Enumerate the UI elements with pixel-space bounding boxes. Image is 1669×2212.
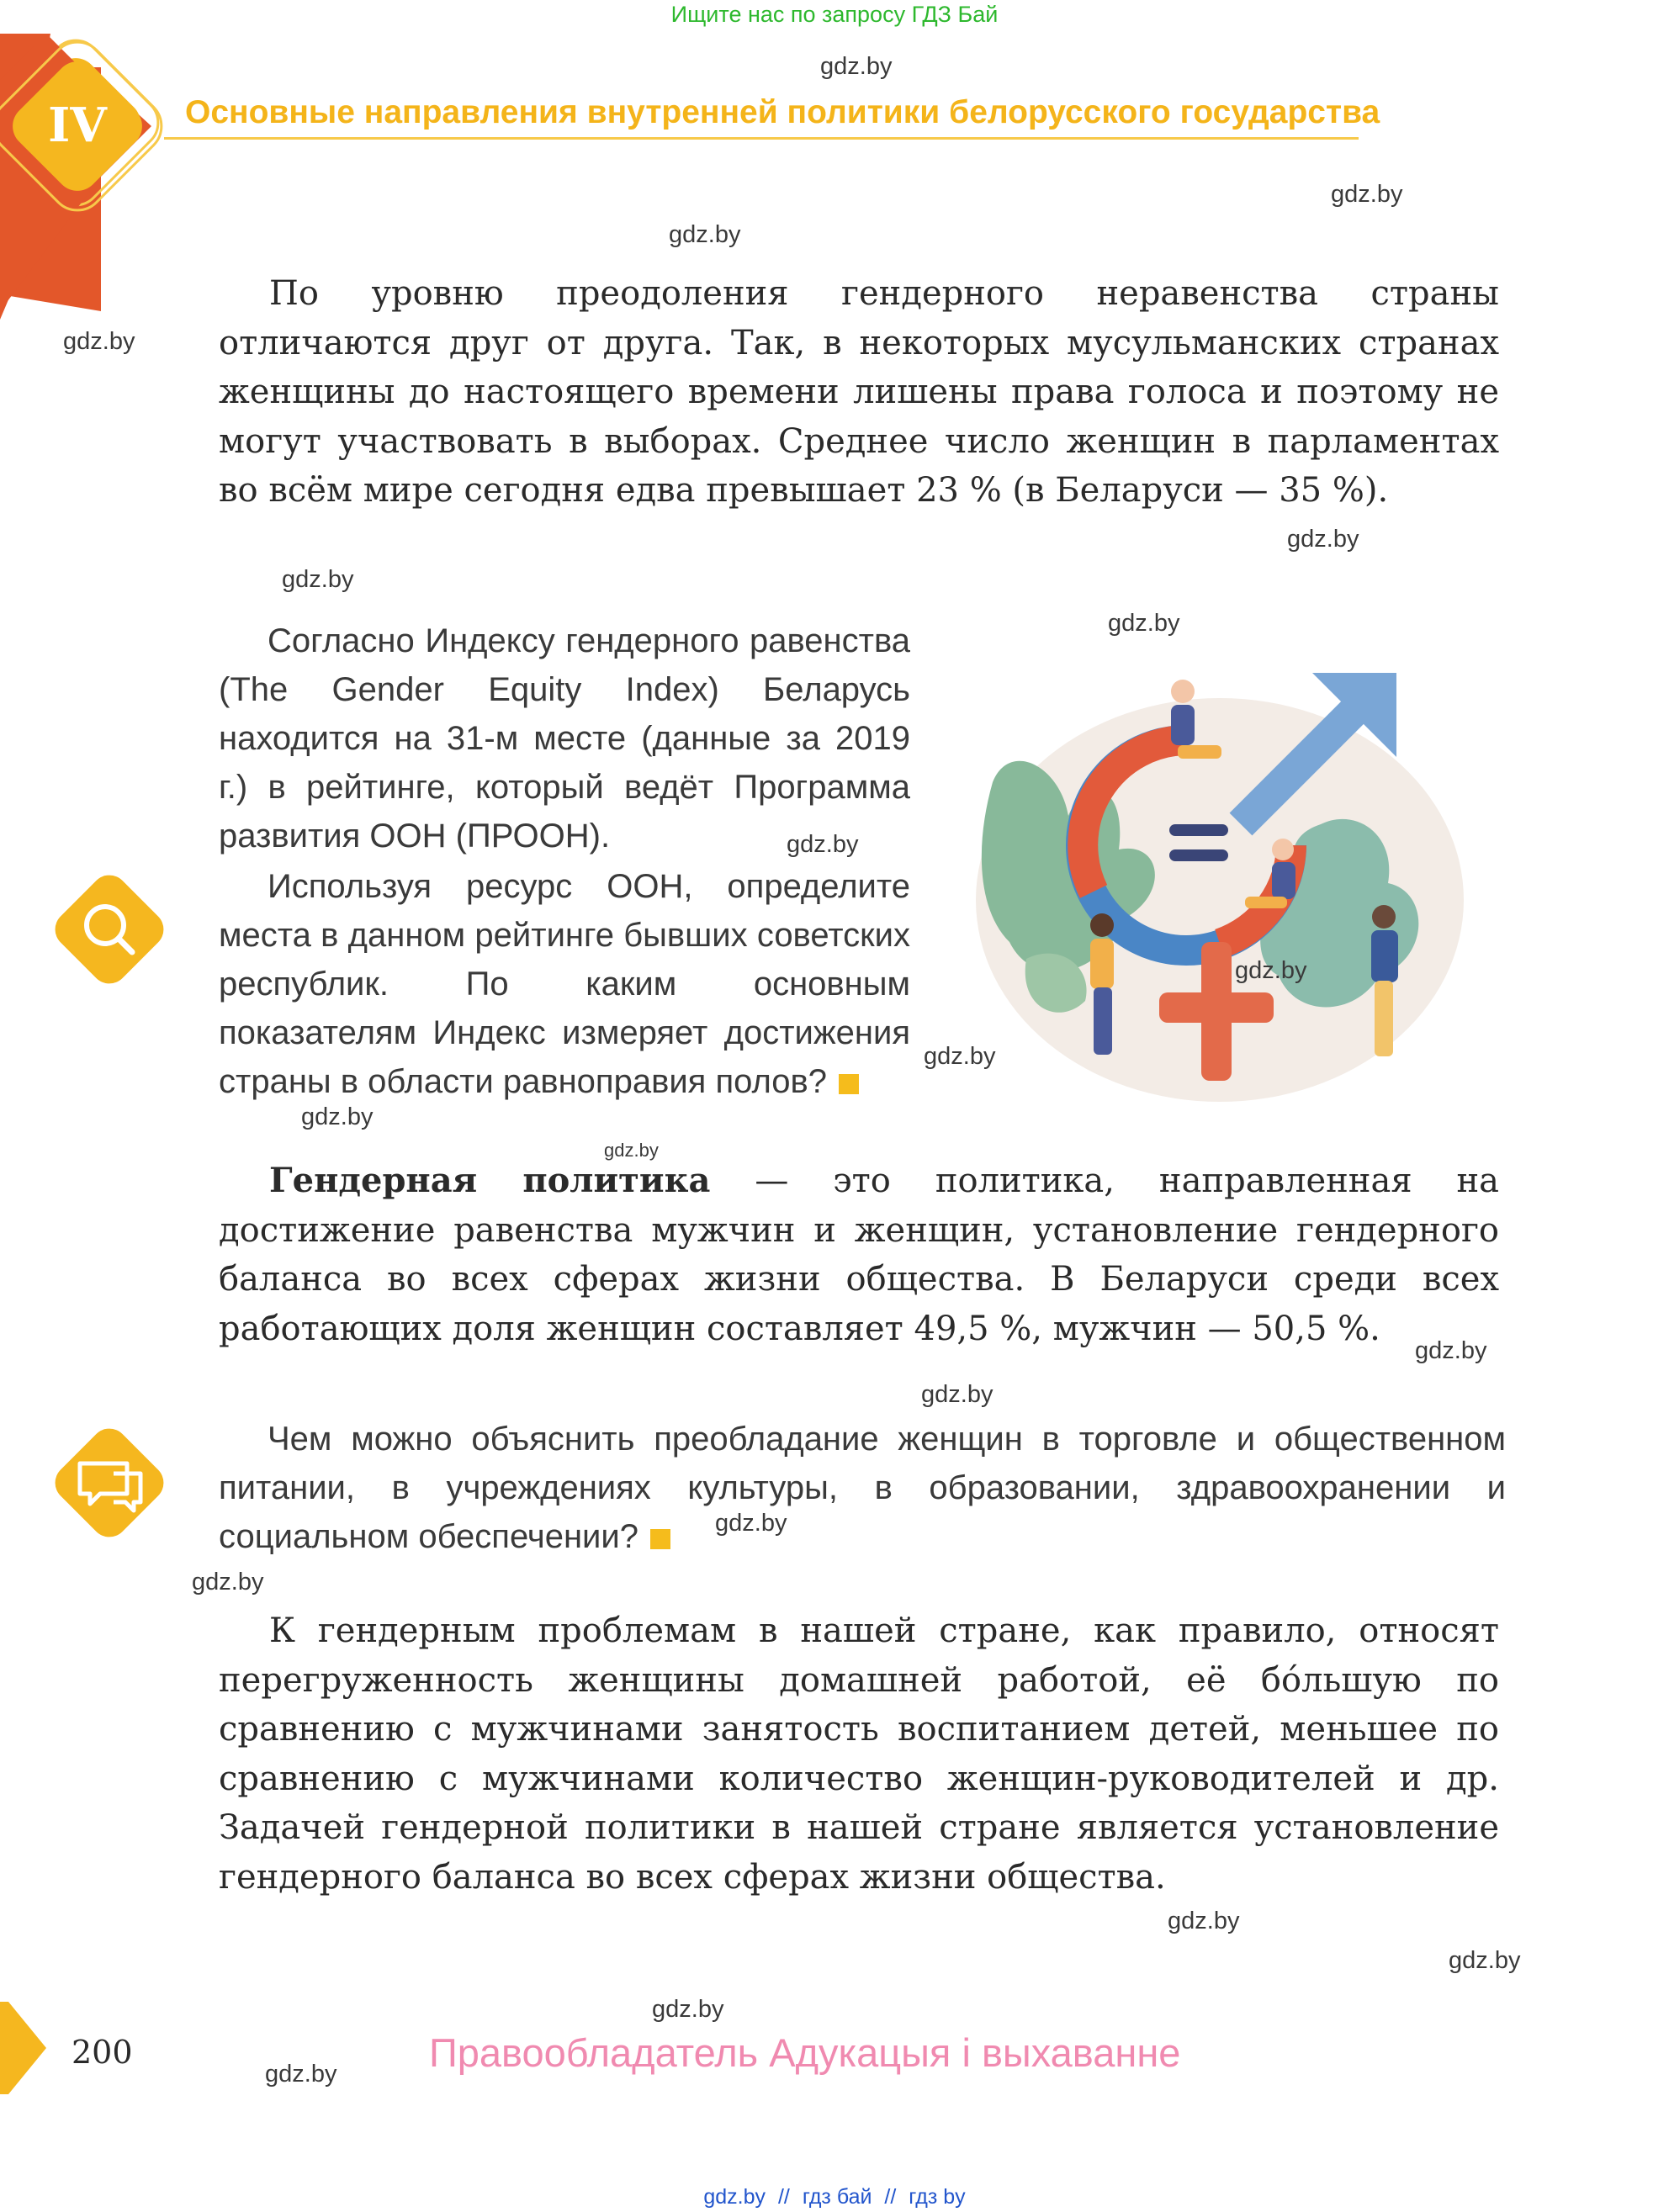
bottom-links: [0, 2185, 1669, 2209]
watermark: gdz.by: [1449, 1947, 1521, 1974]
watermark: gdz.by: [63, 328, 135, 355]
watermark: gdz.by: [669, 221, 741, 248]
search-icon: [46, 866, 172, 992]
task-un-resource: [219, 862, 910, 1106]
question-women-sectors-text: Чем можно объяснить преобладание женщин в торговле и общественном питании, в учреждениях культуры, в образовании, здравоохранении и социальном обеспечении?: [219, 1421, 1506, 1555]
watermark: gdz.by: [787, 831, 859, 858]
watermark: gdz.by: [1235, 957, 1307, 984]
index-paragraph: Согласно Индексу гендерного равенства (The Gender Equity Index) Беларусь находится на 31-м месте (данные за 2019 г.) в рейтинге, который ведёт Программа развития ООН (ПРООН).: [219, 622, 910, 855]
page-corner-tab: [0, 2002, 50, 2111]
page-number: 200: [72, 2034, 133, 2071]
watermark: gdz.by: [1287, 526, 1359, 553]
watermark: gdz.by: [715, 1510, 787, 1537]
gender-equality-illustration: [959, 639, 1497, 1110]
watermark: gdz.by: [282, 566, 354, 593]
gender-policy-paragraph: [219, 1156, 1499, 1353]
chapter-underline: [164, 137, 1359, 140]
watermark: gdz.by: [1331, 181, 1403, 208]
discussion-icon: [46, 1420, 172, 1546]
watermark: gdz.by: [652, 1996, 724, 2023]
question-women-sectors: [219, 1415, 1506, 1561]
chapter-title: Основные направления внутренней политики белорусского государства: [185, 94, 1380, 130]
bottom-link-3[interactable]: гдз by: [909, 2185, 966, 2209]
watermark: gdz.by: [921, 1381, 993, 1408]
paragraph-gender-problems: К гендерным проблемам в нашей стране, как правило, относят перегруженность женщины домашней работой, её бóльшую по сравнению с мужчинами занятость воспитанием детей, меньшее по сравнению с мужчинами количество женщин-руководителей и др. Задачей гендерной политики в нашей стране является установление гендерного баланса во всех сферах жизни общества.: [219, 1611, 1499, 1897]
watermark: gdz.by: [1108, 610, 1180, 637]
gender-policy-term: Гендерная политика: [269, 1161, 711, 1200]
watermark: gdz.by: [924, 1043, 996, 1070]
paragraph-inequality: По уровню преодоления гендерного неравенства страны отличаются друг от друга. Так, в некоторых мусульманских странах женщины до настоящего времени лишены права голоса и поэтому не могут участвовать в выборах. Среднее число женщин в парламентах во всём мире сегодня едва превышает 23 % (в Беларуси — 35 %).: [219, 274, 1499, 510]
watermark: gdz.by: [192, 1569, 264, 1595]
watermark: gdz.by: [265, 2061, 337, 2088]
watermark: gdz.by: [604, 1140, 659, 1161]
watermark: gdz.by: [1415, 1337, 1487, 1364]
chapter-number: IV: [48, 98, 107, 153]
bottom-separator-1: //: [777, 2185, 790, 2209]
gender-policy-definition: — это политика, направленная на достижение равенства мужчин и женщин, установление гендерного баланса во всех сферах жизни общества. В Беларуси среди всех работающих доля женщин составляет 49,5 %, мужчин — 50,5 %.: [219, 1162, 1499, 1348]
bottom-separator-2: //: [884, 2185, 897, 2209]
bottom-link-1[interactable]: gdz.by: [703, 2185, 766, 2209]
task-end-marker: [839, 1074, 859, 1094]
bottom-link-2[interactable]: гдз бай: [802, 2185, 872, 2209]
watermark: gdz.by: [301, 1103, 374, 1130]
watermark: gdz.by: [820, 53, 893, 80]
question-end-marker: [650, 1529, 670, 1549]
chapter-badge-shape: [0, 0, 172, 320]
top-banner: Ищите нас по запросу ГДЗ Бай: [670, 2, 999, 27]
watermark: gdz.by: [1168, 1908, 1240, 1934]
task-un-resource-text: Используя ресурс ООН, определите места в данном рейтинге бывших советских республик. По каким основным показателям Индекс измеряет достижения страны в области равноправия полов?: [219, 868, 910, 1100]
rights-holder: Правообладатель Адукацыя і выхаванне: [429, 2030, 1181, 2075]
